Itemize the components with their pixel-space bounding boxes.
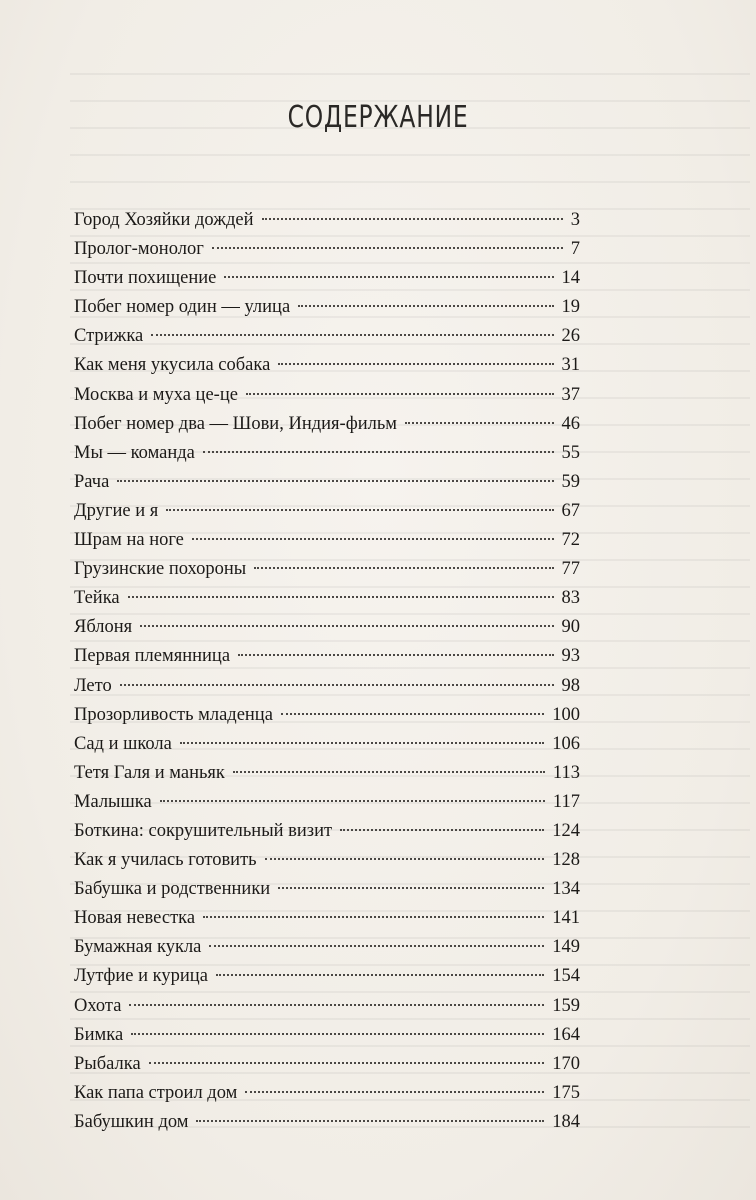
dot-leader (192, 538, 554, 540)
dot-leader (233, 771, 545, 773)
toc-entry (74, 526, 580, 555)
toc-entry-title: Как я училась готовить (74, 850, 257, 871)
dot-leader (245, 1091, 544, 1093)
toc-entry-title: Тетя Галя и маньяк (74, 762, 225, 783)
toc-entry-page: 55 (561, 442, 580, 463)
toc-entry-title: Охота (74, 995, 122, 1016)
toc-entry-page: 7 (570, 239, 580, 260)
toc-entry-title: Шрам на ноге (74, 530, 184, 551)
toc-entry-title: Пролог-монолог (74, 239, 204, 260)
toc-entry-page: 37 (561, 384, 580, 405)
toc-entry-page: 67 (561, 500, 580, 521)
dot-leader (281, 713, 544, 715)
toc-entry-title: Боткина: сокрушительный визит (74, 820, 333, 841)
dot-leader (203, 451, 554, 453)
toc-entry-page: 141 (552, 908, 580, 929)
toc-entry-title: Стрижка (74, 326, 144, 347)
dot-leader (405, 422, 554, 424)
toc-entry-title: Как меня укусила собака (74, 355, 271, 376)
toc-entry-page: 149 (552, 937, 580, 958)
dot-leader (254, 567, 553, 569)
toc-entry (74, 1021, 580, 1050)
dot-leader (160, 800, 545, 802)
toc-entry (74, 992, 580, 1021)
toc-entry (74, 933, 580, 962)
toc-entry-title: Новая невестка (74, 908, 196, 929)
table-of-contents (74, 206, 580, 1137)
toc-entry (74, 846, 580, 875)
toc-entry-page: 77 (561, 559, 580, 580)
toc-entry-title: Как папа строил дом (74, 1082, 238, 1103)
toc-entry-page: 46 (561, 413, 580, 434)
dot-leader (149, 1062, 545, 1064)
toc-entry-title: Побег номер два — Шови, Индия-фильм (74, 413, 397, 434)
toc-entry (74, 555, 580, 584)
toc-entry (74, 1108, 580, 1137)
dot-leader (246, 393, 554, 395)
toc-entry (74, 642, 580, 671)
dot-leader (265, 858, 545, 860)
toc-entry (74, 351, 580, 380)
toc-entry-page: 154 (552, 966, 580, 987)
toc-entry-title: Бабушкин дом (74, 1111, 189, 1132)
dot-leader (212, 247, 563, 249)
toc-entry (74, 410, 580, 439)
toc-entry (74, 206, 580, 235)
dot-leader (298, 305, 553, 307)
toc-entry-page: 159 (552, 995, 580, 1016)
toc-entry (74, 817, 580, 846)
toc-entry-title: Лето (74, 675, 112, 696)
dot-leader (278, 363, 553, 365)
toc-entry-page: 26 (561, 326, 580, 347)
toc-entry-page: 184 (552, 1111, 580, 1132)
toc-entry (74, 672, 580, 701)
toc-entry-page: 31 (561, 355, 580, 376)
toc-entry-page: 124 (552, 820, 580, 841)
toc-entry-title: Рача (74, 471, 110, 492)
toc-entry-title: Почти похищение (74, 268, 217, 289)
toc-entry (74, 962, 580, 991)
dot-leader (117, 480, 553, 482)
toc-entry-title: Лутфие и курица (74, 966, 208, 987)
toc-entry-title: Малышка (74, 791, 152, 812)
toc-entry-title: Сад и школа (74, 733, 172, 754)
dot-leader (140, 625, 553, 627)
toc-entry-title: Москва и муха це-це (74, 384, 238, 405)
toc-entry-page: 3 (570, 210, 580, 230)
toc-entry-title: Другие и я (74, 500, 159, 521)
toc-entry (74, 264, 580, 293)
dot-leader (131, 1033, 544, 1035)
toc-entry (74, 468, 580, 497)
toc-entry-title: Яблоня (74, 617, 133, 638)
toc-entry-page: 106 (552, 733, 580, 754)
dot-leader (262, 218, 563, 220)
dot-leader (128, 596, 554, 598)
toc-entry-page: 128 (552, 850, 580, 871)
toc-entry-title: Первая племянница (74, 646, 231, 667)
toc-entry-title: Прозорливость младенца (74, 704, 273, 725)
toc-entry (74, 439, 580, 468)
toc-entry-title: Мы — команда (74, 442, 195, 463)
toc-entry-title: Тейка (74, 588, 120, 609)
toc-entry-page: 134 (552, 879, 580, 900)
page-title: СОДЕРЖАНИЕ (287, 100, 469, 136)
toc-entry (74, 904, 580, 933)
dot-leader (278, 887, 544, 889)
toc-entry (74, 293, 580, 322)
dot-leader (238, 654, 553, 656)
toc-entry (74, 584, 580, 613)
toc-entry (74, 875, 580, 904)
toc-entry-page: 175 (552, 1082, 580, 1103)
toc-entry-title: Город Хозяйки дождей (74, 210, 254, 230)
dot-leader (151, 334, 553, 336)
dot-leader (340, 829, 544, 831)
dot-leader (166, 509, 553, 511)
toc-entry (74, 759, 580, 788)
toc-entry (74, 788, 580, 817)
toc-entry-page: 93 (561, 646, 580, 667)
dot-leader (129, 1004, 544, 1006)
toc-entry-title: Бимка (74, 1024, 124, 1045)
toc-entry (74, 322, 580, 351)
dot-leader (216, 974, 544, 976)
toc-entry-title: Бабушка и родственники (74, 879, 271, 900)
toc-entry-title: Грузинские похороны (74, 559, 247, 580)
toc-entry (74, 613, 580, 642)
toc-entry-title: Побег номер один — улица (74, 297, 291, 318)
dot-leader (224, 276, 553, 278)
dot-leader (180, 742, 544, 744)
toc-entry-title: Бумажная кукла (74, 937, 202, 958)
dot-leader (196, 1120, 544, 1122)
toc-entry-page: 100 (552, 704, 580, 725)
toc-entry-page: 117 (552, 791, 580, 812)
toc-entry-page: 19 (561, 297, 580, 318)
toc-entry-page: 72 (561, 530, 580, 551)
toc-entry-title: Рыбалка (74, 1053, 141, 1074)
toc-entry-page: 59 (561, 471, 580, 492)
dot-leader (209, 945, 544, 947)
toc-entry (74, 1079, 580, 1108)
toc-entry-page: 83 (561, 588, 580, 609)
dot-leader (203, 916, 544, 918)
toc-entry (74, 1050, 580, 1079)
toc-entry-page: 14 (561, 268, 580, 289)
toc-entry-page: 98 (561, 675, 580, 696)
toc-entry-page: 164 (552, 1024, 580, 1045)
toc-entry (74, 497, 580, 526)
toc-entry (74, 701, 580, 730)
toc-entry-page: 113 (552, 762, 580, 783)
toc-entry (74, 730, 580, 759)
toc-entry-page: 170 (552, 1053, 580, 1074)
toc-entry-page: 90 (561, 617, 580, 638)
toc-entry (74, 235, 580, 264)
dot-leader (120, 684, 554, 686)
toc-entry (74, 381, 580, 410)
